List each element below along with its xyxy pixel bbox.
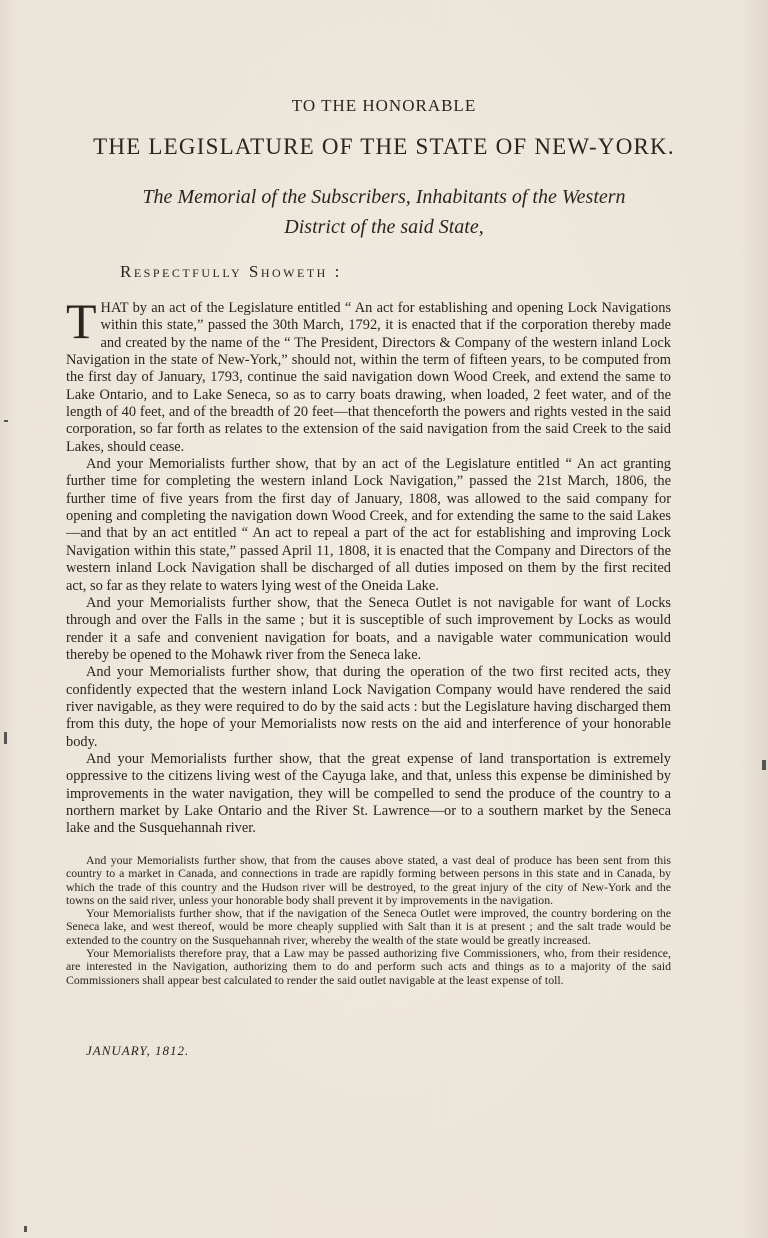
margin-mark	[24, 1226, 27, 1232]
paragraph-1	[66, 293, 671, 456]
margin-mark	[762, 760, 766, 770]
margin-mark	[4, 732, 7, 744]
body-text-large	[66, 293, 671, 838]
memorial-line-1: The Memorial of the Subscribers, Inhabitants of the Western	[142, 186, 626, 208]
margin-mark	[4, 420, 8, 422]
paragraph-1-text: HAT by an act of the Legislature entitled “ An act for establishing and opening Lock Navigations within this state,” passed the 30th March, 1792, it is enacted that if the corporation thereby made and created by the name of the “ The President, Directors & Company of the western inland Lock Navigation in the state of New-York,” should not, within the term of fifteen years, to be computed from the first day of January, 1793, continue the said navigation down Wood Creek, and extend the same to Lake Ontario, and to Lake Seneca, so as to carry boats drawing, when loaded, 2 feet water, and of the length of 40 feet, and of the breadth of 20 feet—that thenceforth the powers and rights vested in the said corporation, so far forth as relates to the extension of the said navigation from the said Creek to the said Lakes, should cease.	[66, 300, 671, 455]
paragraph-6: And your Memorialists further show, that from the causes above stated, a vast deal of produce has been sent from this country to a market in Canada, and connections in trade are rapidly forming between persons in this state and in Canada, by which the trade of this country and the Hudson river will be destroyed, to the great injury of the city of New-York and the towns on the said river, unless your honorable body shall prevent it by improvements in the navigation.	[66, 853, 671, 907]
date-line: JANUARY, 1812.	[86, 1043, 190, 1058]
drop-cap: T	[66, 293, 97, 349]
paragraph-7: Your Memorialists further show, that if the navigation of the Seneca Outlet were improved, the country bordering on the Seneca lake, and west thereof, would be more cheaply supplied with Salt than it is at present ; and the salt trade would be extended to the country on the Susquehannah river, whereby the wealth of the state would be greatly increased.	[66, 906, 671, 947]
document-title: THE LEGISLATURE OF THE STATE OF NEW-YORK.	[93, 134, 675, 159]
paragraph-8: Your Memorialists therefore pray, that a Law may be passed authorizing five Commissioners, who, from their residence, are interested in the Navigation, authorizing them to do and perform such acts and things as to a majority of the said Commissioners shall appear best calculated to render the said outlet navigable at the least expense of toll.	[66, 946, 671, 987]
salutation: Respectfully Showeth :	[120, 262, 342, 281]
paragraph-3: And your Memorialists further show, that the Seneca Outlet is not navigable for want of Locks through and over the Falls in the same ; but it is susceptible of such improvement by Locks as would render it a safe and convenient navigation for boats, and a navigable water communication would thereby be opened to the Mohawk river from the Seneca lake.	[66, 594, 671, 663]
memorial-line-2: District of the said State,	[284, 216, 484, 238]
paragraph-2: And your Memorialists further show, that by an act of the Legislature entitled “ An act granting further time for completing the western inland Lock Navigation,” passed the 21st March, 1806, the further time of five years from the first day of January, 1808, was allowed to the said company for opening and completing the navigation down Wood Creek, and for extending the same to the said Lakes—and that by an act entitled “ An act to repeal a part of the act for establishing and improving Lock Navigation within this state,” passed April 11, 1808, it is enacted that the Company and Directors of the western inland Lock Navigation shall be discharged of all duties imposed on them by the first recited act, so far as they relate to waters lying west of the Oneida Lake.	[66, 456, 671, 594]
paragraph-4: And your Memorialists further show, that during the operation of the two first recited acts, they confidently expected that the western inland Lock Navigation Company would have rendered the said river navigable, as they were required to do by the said acts : but the Legislature having discharged them from this duty, the hope of your Memorialists now rests on the aid and interference of your honorable body.	[66, 664, 671, 750]
body-text-small	[66, 854, 671, 987]
address-line: TO THE HONORABLE	[291, 96, 477, 115]
paragraph-5: And your Memorialists further show, that the great expense of land transportation is extremely oppressive to the citizens living west of the Cayuga lake, and that, unless this expense be diminished by improvements in the water navigation, they will be compelled to send the produce of the country to a northern market by Lake Ontario and the River St. Lawrence—or to a southern market by the Seneca lake and the Susquehannah river.	[66, 750, 671, 837]
